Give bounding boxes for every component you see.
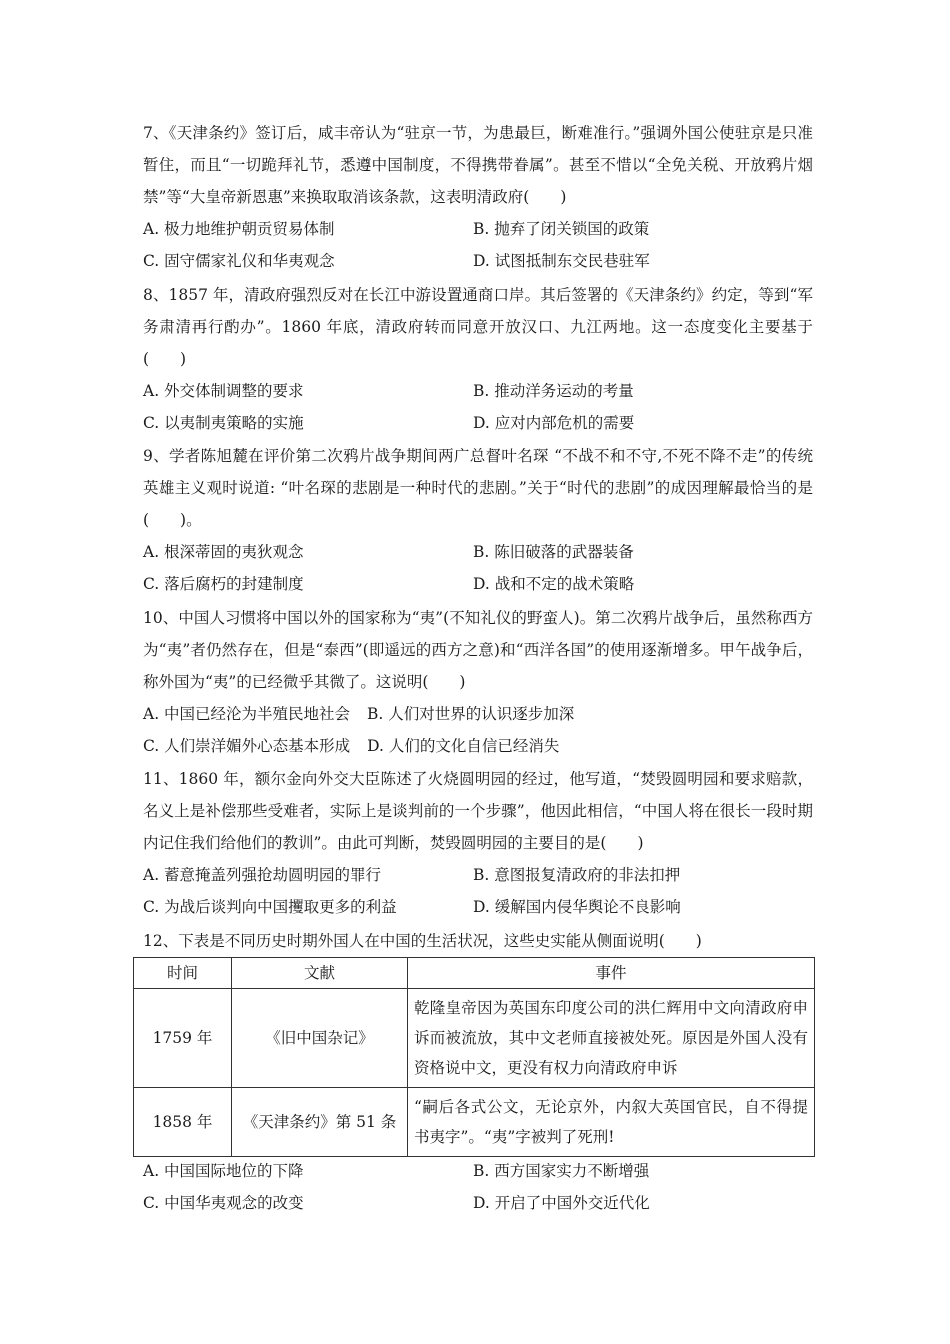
option-a: A. 蓄意掩盖列强抢劫圆明园的罪行 bbox=[143, 866, 382, 884]
table-header-event: 事件 bbox=[408, 958, 815, 989]
option-row bbox=[143, 375, 813, 407]
question-8 bbox=[143, 279, 813, 439]
option-b: B. 西方国家实力不断增强 bbox=[473, 1162, 650, 1180]
table-row bbox=[134, 1088, 815, 1157]
table-header-row bbox=[134, 958, 815, 989]
table-row bbox=[134, 989, 815, 1088]
option-a: A. 极力地维护朝贡贸易体制 bbox=[143, 220, 335, 238]
table-cell-time: 1759 年 bbox=[134, 989, 232, 1088]
option-row bbox=[143, 1155, 813, 1187]
option-d: D. 战和不定的战术策略 bbox=[473, 575, 635, 593]
table-cell-time: 1858 年 bbox=[134, 1088, 232, 1157]
option-c: C. 人们崇洋媚外心态基本形成 bbox=[143, 737, 351, 755]
question-12 bbox=[143, 925, 813, 957]
option-c: C. 为战后谈判向中国攫取更多的利益 bbox=[143, 898, 397, 916]
table-cell-event: “嗣后各式公文，无论京外，内叙大英国官民，自不得提书夷字”。“夷”字被判了死刑! bbox=[408, 1088, 815, 1157]
option-a: A. 根深蒂固的夷狄观念 bbox=[143, 543, 304, 561]
option-c: C. 落后腐朽的封建制度 bbox=[143, 575, 304, 593]
question-9 bbox=[143, 440, 813, 600]
option-b: B. 人们对世界的认识逐步加深 bbox=[367, 705, 575, 723]
history-table bbox=[133, 957, 815, 1157]
option-a: A. 外交体制调整的要求 bbox=[143, 382, 304, 400]
question-stem: 7、《天津条约》签订后，咸丰帝认为“驻京一节，为患最巨，断难准行。”强调外国公使驻京是只准暂住，而且“一切跪拜礼节，悉遵中国制度，不得携带眷属”。甚至不惜以“全免关税、开放鸦片烟禁”等“大皇帝新恩惠”来换取取消该条款，这表明清政府( ) bbox=[143, 124, 813, 206]
option-row bbox=[143, 536, 813, 568]
question-stem: 10、中国人习惯将中国以外的国家称为“夷”(不知礼仪的野蛮人)。第二次鸦片战争后，虽然称西方为“夷”者仍然存在，但是“泰西”(即遥远的西方之意)和“西洋各国”的使用逐渐增多。甲午战争后，称外国为“夷”的已经微乎其微了。这说明( ) bbox=[143, 609, 813, 691]
option-row bbox=[143, 730, 813, 762]
option-b: B. 抛弃了闭关锁国的政策 bbox=[473, 220, 650, 238]
question-11 bbox=[143, 763, 813, 923]
option-d: D. 开启了中国外交近代化 bbox=[473, 1194, 650, 1212]
question-12-options bbox=[143, 1155, 813, 1219]
option-row bbox=[143, 213, 813, 245]
question-stem: 9、学者陈旭麓在评价第二次鸦片战争期间两广总督叶名琛 “不战不和不守,不死不降不走”的传统英雄主义观时说道: “叶名琛的悲剧是一种时代的悲剧。”关于“时代的悲剧”的成因理解最恰当的是( )。 bbox=[143, 447, 813, 529]
table-header-document: 文献 bbox=[232, 958, 408, 989]
option-c: C. 固守儒家礼仪和华夷观念 bbox=[143, 252, 335, 270]
option-row bbox=[143, 859, 813, 891]
question-stem: 11、1860 年，额尔金向外交大臣陈述了火烧圆明园的经过，他写道，“焚毁圆明园和要求赔款，名义上是补偿那些受难者，实际上是谈判前的一个步骤”，他因此相信，“中国人将在很长一段时期内记住我们给他们的教训”。由此可判断，焚毁圆明园的主要目的是( ) bbox=[143, 770, 813, 852]
option-c: C. 以夷制夷策略的实施 bbox=[143, 414, 304, 432]
option-d: D. 人们的文化自信已经消失 bbox=[367, 737, 560, 755]
table-cell-event: 乾隆皇帝因为英国东印度公司的洪仁辉用中文向清政府申诉而被流放，其中文老师直接被处死。原因是外国人没有资格说中文，更没有权力向清政府申诉 bbox=[408, 989, 815, 1088]
option-row bbox=[143, 891, 813, 923]
option-b: B. 推动洋务运动的考量 bbox=[473, 382, 634, 400]
question-7 bbox=[143, 117, 813, 277]
question-stem: 12、下表是不同历史时期外国人在中国的生活状况，这些史实能从侧面说明( ) bbox=[143, 932, 702, 950]
option-a: A. 中国已经沦为半殖民地社会 bbox=[143, 705, 351, 723]
option-b: B. 陈旧破落的武器装备 bbox=[473, 543, 634, 561]
table-cell-document: 《旧中国杂记》 bbox=[232, 989, 408, 1088]
option-row bbox=[143, 407, 813, 439]
option-d: D. 缓解国内侵华舆论不良影响 bbox=[473, 898, 681, 916]
question-10 bbox=[143, 602, 813, 762]
question-stem: 8、1857 年，清政府强烈反对在长江中游设置通商口岸。其后签署的《天津条约》约定，等到“军务肃清再行酌办”。1860 年底，清政府转而同意开放汉口、九江两地。这一态度变化主要基于( ) bbox=[143, 286, 813, 368]
option-row bbox=[143, 245, 813, 277]
option-d: D. 应对内部危机的需要 bbox=[473, 414, 635, 432]
option-row bbox=[143, 698, 813, 730]
option-row bbox=[143, 1187, 813, 1219]
option-a: A. 中国国际地位的下降 bbox=[143, 1162, 304, 1180]
table-cell-document: 《天津条约》第 51 条 bbox=[232, 1088, 408, 1157]
option-b: B. 意图报复清政府的非法扣押 bbox=[473, 866, 681, 884]
option-c: C. 中国华夷观念的改变 bbox=[143, 1194, 304, 1212]
option-d: D. 试图抵制东交民巷驻军 bbox=[473, 252, 650, 270]
table-header-time: 时间 bbox=[134, 958, 232, 989]
option-row bbox=[143, 568, 813, 600]
